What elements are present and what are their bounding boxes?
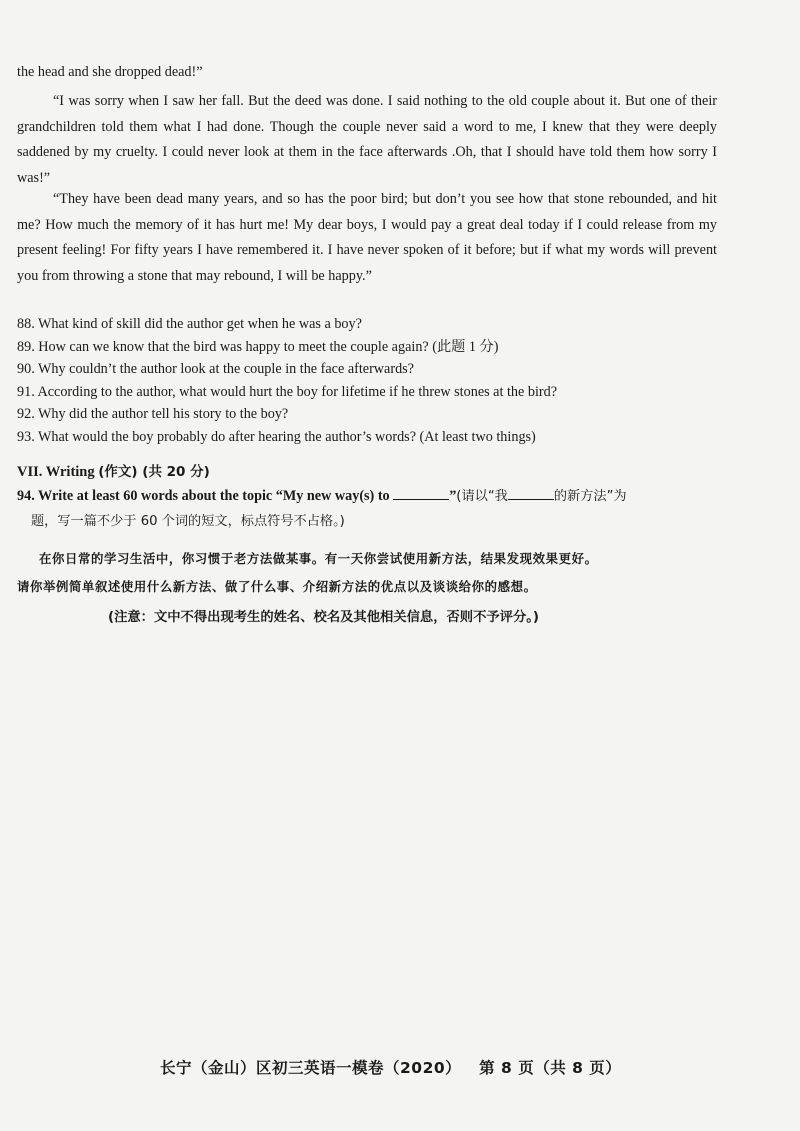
- passage-paragraph-1: “I was sorry when I saw her fall. But the deed was done. I said nothing to the old couple about it. But one of their grandchildren told them what I had done. Though the couple never said a word to me, I knew that they were deeply saddened by my cruelty. I could never look at them in the face afterwards .Oh, that I should have told them how sorry I was!”: [17, 93, 717, 186]
- question-89: 89. How can we know that the bird was happy to meet the couple again? (此题 1 分): [17, 339, 499, 355]
- passage-paragraph-2: “They have been dead many years, and so has the poor bird; but don’t you see how that stone rebounded, and hit me? How much the memory of it has hurt me! My dear boys, I would pay a great deal today if I could release from my present feeling! For fifty years I have remembered it. I have never spoken of it before; but if what my words will prevent you from throwing a stone that may rebound, I will be happy.”: [17, 191, 717, 284]
- footer-page-number: 第 8 页（共 8 页）: [479, 1059, 622, 1077]
- writing-heading-en: VII. Writing: [17, 464, 95, 480]
- writing-prompt: [17, 484, 737, 534]
- question-92: 92. Why did the author tell his story to the boy?: [17, 406, 289, 422]
- topic-blank: [393, 485, 449, 500]
- passage-line-top: the head and she dropped dead!”: [17, 64, 203, 80]
- prompt-cn-line2: 题，写一篇不少于 60 个词的短文，标点符号不占格。): [31, 514, 345, 529]
- writing-heading-cn: (作文) (共 20 分): [98, 464, 210, 480]
- question-88: 88. What kind of skill did the author get when he was a boy?: [17, 316, 362, 332]
- instruction-line-1: 在你日常的学习生活中，你习惯于老方法做某事。有一天你尝试使用新方法，结果发现效果更好。: [39, 551, 598, 566]
- writing-section-heading: [17, 460, 210, 481]
- prompt-text-1: 94. Write at least 60 words about the topic “My new way(s) to: [17, 488, 394, 504]
- question-93: 93. What would the boy probably do after hearing the author’s words? (At least two things): [17, 429, 536, 445]
- footer-exam-title: 长宁（金山）区初三英语一模卷（2020）: [160, 1059, 462, 1077]
- writing-note: (注意：文中不得出现考生的姓名、校名及其他相关信息，否则不予评分。): [108, 610, 540, 625]
- topic-blank-cn: [508, 485, 554, 500]
- instruction-line-2: 请你举例简单叙述使用什么新方法、做了什么事、介绍新方法的优点以及谈谈给你的感想。: [17, 579, 537, 594]
- question-90: 90. Why couldn’t the author look at the couple in the face afterwards?: [17, 361, 414, 377]
- question-91: 91. According to the author, what would hurt the boy for lifetime if he threw stones at the bird?: [17, 384, 557, 400]
- prompt-cn-b: 的新方法”为: [553, 489, 627, 504]
- prompt-cn-a: (请以“我: [456, 489, 508, 504]
- prompt-text-2: ”: [449, 488, 457, 504]
- page-footer: [160, 1056, 621, 1078]
- writing-instructions: [17, 545, 747, 601]
